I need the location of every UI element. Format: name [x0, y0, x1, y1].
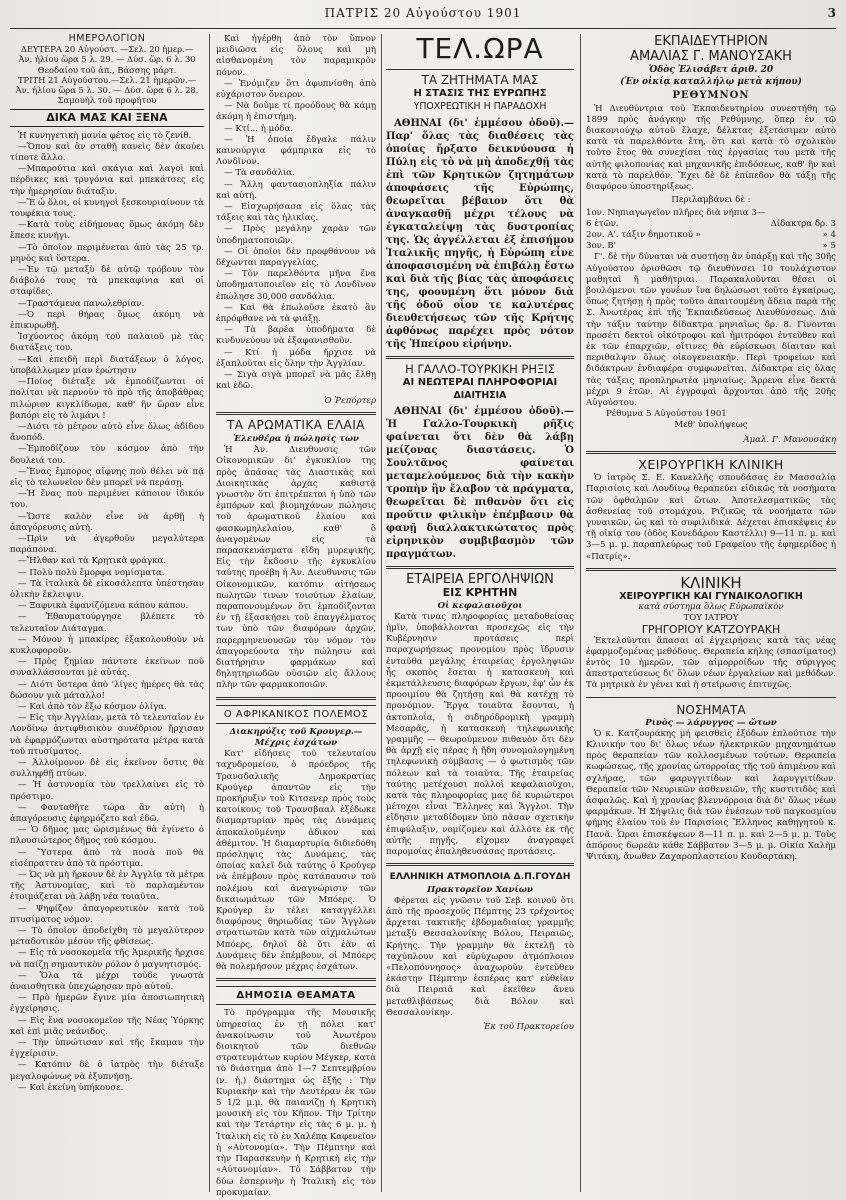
ad-body: Ὁ κ. Κατζουράκης μή φεισθεὶς ἐξόδων ἐπλούτισε τὴν Κλινικήν του δι' ὅλως νέων ἠλεκτρικῶν μηχανημάτων πρὸς θεραπείαν τῶν κολλοσμένων τούτων. Θεραπεία κωφώσεως, τῆς χρονίας ὠτορροίας τῆς τοῦ ἀπιμένου καὶ σχλήρας, τῶν φαρυγγιτίδων καὶ λαρυγγιτίδων. Θεραπεία τῶν Νευρικῶν ἀσθενειῶν, τῆς κυστιτιδὸς καὶ ἀσφαλῶς. Καὶ ἡ χρονίας βλεννόρροια διὰ δι' ὅλως νέων φαρμάκων. Ἡ Σήψιλις διὰ τῶν ἐνέσεων τοῦ παγκοσμίου φήμης ἐλαίου τοῦ ἐν Παρισίοις Ἕλληνος καθηγητοῦ κ. Πανᾶ. Ὧραι ἐπισκέψεων 8—11 π. μ. καὶ 2—5 μ. μ. Τοὺς ἀπόρους δωρεὰν κάθε Σάββατον 3—5 μ. μ. Οἰκία Χαλὴμ Ψιτάκη, ἄνωθεν Ζαχαροπλαστείου Κουδαρτάκη.	[586, 728, 836, 862]
fee-label: 2ον. Α'. τάξιν δημοτικοῦ »	[586, 230, 701, 241]
ad-subtitle: ΤΟΥ ΙΑΤΡΟΥ	[683, 613, 739, 624]
ad-title: ΝΟΣΗΜΑΤΑ	[676, 702, 746, 717]
news-brief: —Ἤλθαν καὶ τὰ Κρητικὰ φράγκα.	[18, 556, 167, 567]
news-brief: — Καὶ θὰ ἐπωλοῦσε ἑκατὸ ἂν ἐπρόφθανε νὰ τὰ φιάξῃ.	[216, 302, 376, 325]
ad-city: ΡΕΘΥΜΝΟΝ	[672, 90, 750, 102]
column-divider	[381, 34, 382, 1192]
calendar-line: Ἀν. ἡλίου ὥρα 5 λ. 29. — Δύσ. ὥρ. 6 λ. 30	[18, 54, 196, 65]
masthead-title: ΠΑΤΡΙΣ 20 Αὐγούστου 1901	[324, 6, 522, 20]
section-heading: ΔΙΚΑ ΜΑΣ ΚΑΙ ΞΕΝΑ	[10, 109, 204, 126]
article-heading: Η ΣΤΑΣΙΣ ΤΗΣ ΕΥΡΩΠΗΣ	[413, 88, 547, 100]
news-brief: — Ἐθαυματούργησε βλέπετε τὸ τελευταῖον Διάταγμα.	[10, 612, 204, 634]
news-brief: — Ἐνόμιζεν ὅτι ἀφυπνίσθη ἀπὸ εὐχάριστον ὄνειρον.	[216, 78, 376, 101]
news-brief: — Ψηφίζον ἀπαγορευτικὸν κατὰ τοῦ πτυσίματος νόμον.	[10, 903, 204, 925]
column-4	[586, 34, 836, 1192]
ad-subtitle: ΧΕΙΡΟΥΡΓΙΚΗ ΚΑΙ ΓΥΝΑΙΚΟΛΟΓΙΚΗ	[619, 590, 803, 602]
article-heading: Η ΓΑΛΛΟ-ΤΟΥΡΚΙΚΗ ΡΗΞΙΣ	[405, 361, 555, 376]
article-heading: ΕΤΑΙΡΕΙΑ ΕΡΓΟΛΗΨΙΩΝ	[406, 572, 554, 588]
calendar-box	[10, 34, 204, 105]
news-brief: — Ἀλλοίμονον δὲ εἰς ἐκεῖνον ὅστις θὰ συλληφθῇ πτύων.	[10, 758, 204, 780]
news-brief: — Πρὸς ζημίαν πάντοτε ἐκείνων ποῦ συναλλάσσονται μὲ αὐτάς.	[10, 657, 204, 679]
ad-title: ΑΜΑΛΙΑΣ Γ. ΜΑΝΟΥΣΑΚΗ	[630, 49, 792, 64]
divider	[386, 69, 574, 70]
divider	[216, 697, 376, 700]
news-brief: —Τὸ ὁποῖον περιμένεται ἀπὸ τὰς 25 τρ. μηνὸς καὶ ὕστερα.	[10, 242, 204, 264]
divider	[586, 697, 836, 698]
news-brief: —Ὥστε καλὸν εἶνε νὰ ἀρθῇ ἡ ἀπαγόρευσις αὐτή.	[10, 511, 204, 533]
divider	[216, 978, 376, 981]
article-body: Κατὰ τινας πληροφορίας μεταδοθείσας ἡμῖν, ὑποβάλλονται προσεχῶς εἰς τὴν Κυβέρνησιν προτάσεις περὶ παραχωρήσεως προνομίου πρὸς ἵδρυσιν ἐνταῦθα μεγάλης ἑταιρείας ἐργοληψιῶν ἧς σκοπὸς ἔσεται ἡ κατασκευὴ καὶ ἐκμετάλλευσις διαφόρων ἔργων, ἐφ' ὧν ἐκ προοιμίου θὰ ζητήσῃ καὶ θὰ κατέχῃ τὸ προνόμιον. Ἔργα τοιαῦτα ἔσονται, ἡ ἀκτοπλοΐα, ἡ σιδηρόδρομικὴ γραμμὴ Μεσαρᾶς, ἡ κατασκευὴ τηλεφωνικῆς γραμμῆς — θεωρούμενον πιθανὸν ὅτι δὲν θὰ ἀρχῇ εἰς πέρας ἡ ἤδη συνομολογημένη τηλεφωνικὴ σύμβασις — ὁ φωτισμὸς τῶν πόλεων καὶ τὰ τοιαῦτα. Τῆς ἑταιρείας ταύτης μετέχουσι πολλοὶ κεφαλαιοῦχοι, κατὰ τὰς πληροφορίας μας δὲ κυριώτεροι μέτοχοι εἶναι Ἕλληνες καὶ Ἄγγλοι. Τὴν εἴδησιν μεταδίδομεν ὑπὸ πᾶσαν σχετικὴν ἐπιφύλαξιν, νομίζομεν καὶ ἀλλότε ἐκ τῆς αὐτῆς πηγῆς, εἴχομεν ἀναγραφεῖ παρομοίας ἐπαληθευσάσας προτάσεις.	[386, 611, 574, 858]
news-brief: — Ὕστερα ἀπὸ τὰ ποσὰ ποῦ θὰ εἰσέπραττεν ἀπὸ τὰ πρόστιμα.	[10, 847, 204, 869]
column-divider	[209, 34, 210, 1192]
ad-body: Ὁ ἰατρὸς Σ. Ε. Κανελλῆς σπουδάσας ἐν Μασσαλίᾳ Παρισίοις καὶ Λονδίνῳ θεραπεύει εἰδικῶς τὰ νοσήματα τῶν ὀφθαλμῶν καὶ ὤτων. Ἀποτελεσματικῶς τὰς ἀσθενείας τοῦ στομάχου. Ριζικῶς τὰ νοσήματα τῶν γυναικῶν, ὡς καὶ τὸ συφιλιδικά. Δέχεται ἐπισκέψεις ἐν τῇ οἰκίᾳ του (ὁδὸς Κονεδάρου Καστέλλι) 9—11 π. μ. καὶ 3—5 μ. μ. παραπλεύρως τοῦ Γραφείου τῆς ἐφημερίδος ἡ «Πατρίς».	[586, 473, 836, 562]
article-subheading: Πρακτορεῖον Χανίων	[427, 884, 533, 895]
fee-row	[586, 241, 836, 252]
ad-subtitle: κατὰ σύστημα ὅλως Εὐρωπαϊκὸν	[638, 601, 784, 612]
ad-title: ΧΕΙΡΟΥΡΓΙΚΗ ΚΛΙΝΙΚΗ	[638, 456, 784, 472]
news-brief: —Καὶ ἐπειδὴ περὶ διατάξεων ὁ λόγος, ὑποβάλλωμεν μίαν ἐρώτησιν	[10, 354, 204, 376]
article-heading: Ο ΑΦΡΙΚΑΝΙΚΟΣ ΠΟΛΕΜΟΣ	[216, 705, 376, 724]
news-brief: — Πρὸ ἡμερῶν ἔγινε μία ἀποσιωπητικὴ ἐγχείρησις.	[10, 993, 204, 1015]
calendar-line: ΔΕΥΤΕΡΑ 20 Αὐγούστ. —Σελ. 20 ἡμερ.—	[20, 44, 194, 55]
news-brief: — Καὶ ἀπὸ τὸν ἔξω κόσμον ὀλίγα.	[18, 701, 167, 712]
news-brief: —Ἔ ὡ ὅλοι, οἱ κυνηγοὶ ξεσκουριαίνουν τὰ τουφέκια τους.	[10, 197, 204, 220]
article-subheading: ΔΙΑΙΤΗΣΙΑ	[453, 390, 507, 402]
ad-body: Γ'. δὲ τὴν δύναται νὰ συστήσῃ ἂν ὑπάρξῃ καὶ τῆς 30ῆς Αὐγούστου ὁρισθῶσι τῷ διευθύνσει 10 τουλάχιστον μαθηταὶ ἢ μαθήτριαι. Παρακαλοῦνται θέσει οἱ βουλόμενοι τῶν γονέων ἵνα δηλώσωσι τοῦτο ἐγκαίρως, ὅπως ζητήσῃ ἡ πρὸς τοῦτο ἀπαιτουμένη ἄδεια παρὰ τῆς Σ. Ἀνωτέρας ἐπὶ τῆς Ἐκπαιδεύσεως Διευθύνσεως. Διὰ τὴν τάξιν ταύτην δίδακτρα μηνιαῖως δρ. 8. Γίνονται προσέτι δεκτοὶ οἰκότροφοι καὶ ἡμιτρόφοι ἐντεῦθεν καὶ ἐκ τῶν ἐπαρχιῶν, οἵτινες θὰ εὑρίσκωσι δίαιταν καὶ περιθαλψιν ὅλως οἰκογενειακήν. Περὶ τροφείων καὶ διδάκτρων ἐνδιαφέρα συμφωνεῖται. Δίδακτρα εἰς ὅλας τὰς τάξεις προπληρωτέα μηνιαίως. Ἄρρενα εἶνε δεκτὰ μέχρι 9 ἐτῶν. Αἱ ἐγγραφαὶ ἄρχονται ἀπὸ τῆς 20ῆς Αὐγούστου.	[586, 252, 836, 409]
news-brief: — Εἰς τὴν Ἀγγλίαν, μετὰ τὸ τελευταῖον ἐν Λονδίνῳ ἀντιφθισικὸν συνέδριον ἤρχισαν νὰ ἐφαρμόζωνται αὐστηρότατα μέτρα κατὰ τοῦ πτυσίματος.	[10, 713, 204, 757]
article-body: Φέρεται εἰς γνῶσιν τοῦ Σεβ. κοινοῦ ὅτι ἀπὸ τῆς προσεχοῦς Πέμπτης 23 τρέχοντος ἄρχεται τακτικῆς ἑβδομαδιαίας γραμμῆς μεταξὺ Θεσσαλονίκης Βόλου, Πειραιῶς, Κρήτης. Τὴν γραμμὴν θὰ ἐκτελῇ τὸ ταχύπλουν καὶ εὐρύχωρον ἀτμόπλοιον «Πελοπόννησος» ἀναχωροῦν ἐντεῦθεν ἑκάστην Πέμπτην ἑσπέρας κατ' εὐθεῖαν διὰ Πειραιᾶ καὶ ἐκεῖθεν ἄνευ μεταθλιβάσεως διὰ Βόλον καὶ Θεσσαλονίκην.	[386, 895, 574, 1018]
divider	[586, 568, 836, 571]
news-brief: —Πρὶν νὰ ἀγερθοῦν μεγαλύτερα παράπονα.	[10, 533, 204, 556]
article-heading: ΕΛΛΗΝΙΚΗ ΑΤΜΟΠΛΟΙΑ Δ.Π.ΓΟΥΔΗ	[389, 871, 571, 883]
news-brief: —Ἡ ἕνας ποὺ περιμένει κάποιον ἰδικόν του.	[10, 489, 204, 511]
article-subheading: Ἐλευθέρα ἡ πώλησίς των	[232, 433, 359, 444]
news-brief: — Τὸ ὁποῖον ἀποδείχθη τὸ μεγαλύτερον μεταδοτικὸν μέσον τῆς φθίσεως.	[10, 926, 204, 948]
article-body: Κατ' εἰδήσεις τοῦ τελευταίου ταχυδρομείου, ὁ πρόεδρος τῆς Τρανσδαλικῆς Δημοκρατίας Κρούγερ ἀπαντῶν εἰς τὴν προκήρυξιν τοῦ Κιτσενερ πρὸς τοὺς κατοίκους τοῦ Τρανσβααλ ἐξέδωκε διαμαρτυρίαν πρὸς τὰς Δυνάμεις ἀποκαλοῦμένην ἀδικον καὶ ἀθέμιτον. Ἡ διαμαρτυρία διδιεδόθη πρόσληψις τὰς Δυνάμεις, τὰς ὁποίας καλεῖ διὰ ταύτης ὁ Κρούγερ νὰ ἐπέμβουν πρὸς κατάπαυσιν τοῦ πολέμου καὶ ἀναγνώρισιν τῶν δικαιωμάτων τῶν Μπόερς. Ὁ Κρούγερ ἐν τέλει καταγγέλλει διαφόρους θηριωδίας τῶν Ἄγγλων στρατιωτῶν κατὰ τῶν αἰχμαλώτων Μπόερς, δηλοῖ δὲ ὅτι ἐὰν αἱ Δυνάμεις δὲν ἐπέμβουν, οἱ Μπόερς θὰ πολεμήσουν μέχρις ἐσχάτων.	[216, 749, 376, 973]
news-brief: Ἡ κυνηγετικὴ μανία φέτος εἰς τὸ ζενίθ.	[18, 130, 192, 141]
doctor-name: ΓΡΗΓΟΡΙΟΥ ΚΑΤΖΟΥΡΑΚΗ	[641, 623, 781, 637]
news-brief: — Ὁ δῆμος μας ὡρισμένως θὰ ἐγίνετο ὁ πλουσιώτερος δῆμος τοῦ κόσμου.	[10, 825, 204, 847]
news-brief: — Εἰς τὰ νοσοκομεῖα τῆς Ἀμερικῆς ἤρχισε νὰ παίζῃ σημαντικὸν ρόλον ὁ μαγνητισμός.	[10, 948, 204, 970]
news-brief: — Νὰ δοῦμε τί προόδους θὰ κάμῃ ἀκόμη ἡ ἐπιστήμη.	[216, 101, 376, 123]
fee-value: Δίδακτρα δρ. 3	[770, 219, 836, 230]
article-body: Τὸ πρόγραμμα τῆς Μουσικῆς ὑπηρεσίας ἐν τῇ πόλει κατ' ἀνακοίνωσιν τοῦ Ἀνωτέρου διοικητοῦ τῶν διεθνῶν στρατευμάτων κυρίου Μέγκερ, κατὰ τὸ διάστημα ἀπὸ 1—7 Σεπτεμβρίου (ν. ἡ.) διάστημα ὡς ἐξῆς : Τὴν Κυριακὴν καὶ τὴν Δευτέραν ἐκ τῶν 5 1/2 μ.μ. θὰ παιανίζῃ ἡ Κρητικὴ μουσικὴ εἰς τὸν Κῆπον. Τὴν Τρίτην καὶ τὴν Τετάρτην εἰς τὰς 6 μ. μ. ἡ Ἰταλικὴ εἰς τὸ ἐν Χαλέπᾳ Καφενεῖον ἡ «Αὐτονομία». Τὴν Πέμπτην καὶ τὴν Παρασκευὴν ἡ Κρητικὴ εἰς τὴν «Αὐτονομίαν». Τὸ Σάββατον τὴν δύω ἑσπερινὴν ἡ Ἰταλικὴ εἰς τὸν προκυμαίαν.	[216, 1008, 376, 1198]
news-brief: —Ποίος διέταξε νὰ ἐμποδίζωνται οἱ πολίται νὰ περνοῦν τὸ πρὸ τῆς ἀποβάθρας πιλώριον κιγκλίδωμα, καθ' ἣν ὥραν εἶνε βαπόρι εἰς τὸ λιμάνι !	[10, 377, 204, 421]
ad-list-title: Περιλαμβάνει δὲ :	[671, 195, 751, 206]
news-brief: —Διότι τὸ μέτρον αὐτὸ εἶνε ὅλως ἀδίδου ἄνοπόδ.	[10, 421, 204, 444]
news-brief: Ἰσχύοντος ἀκόμη τοῦ παλαιοῦ μὲ τὰς διατάξεις του.	[10, 332, 204, 354]
section-subtitle: ΤΑ ΖΗΤΗΜΑΤΑ ΜΑΣ	[421, 73, 539, 87]
article-heading: ΤΑ ΑΡΩΜΑΤΙΚΑ ΕΛΑΙΑ	[226, 417, 366, 432]
calendar-line: Ἀν. ἡλίου ὥρα 5 λ. 30. — Δύσ. ὥρα 6 λ. 28.	[15, 85, 199, 96]
news-brief: — Εἰς ἕνα νοσοκομεῖον τῆς Νέας Ὑόρκης καὶ ἐπὶ μιᾶς νεάνιδος.	[10, 1015, 204, 1037]
news-brief: — Μόνον ἡ μπακίρες ἐξακολουθοῦν νὰ κυκλοφοροῦν.	[10, 634, 204, 656]
news-brief: —Τραστάμενα πανωλεθρίαν.	[18, 298, 145, 309]
divider	[216, 412, 376, 415]
news-brief: — Σιγὰ σιγὰ μπορεῖ νὰ μᾶς ἔλθῃ καὶ ἐδῶ.	[216, 370, 376, 392]
news-brief: —Κατὰ τοὺς εἰδήμονας ὅμως ἀκόμη δὲν ἔπεσε κυνήγι.	[10, 220, 204, 242]
column-3	[386, 34, 574, 1192]
news-brief: — Οἱ ὁποῖοι δὲν προφθάνουν νὰ δέχωνται παραγγελίας.	[216, 246, 376, 269]
news-brief: — Πολὺ πολὺ ἔμορφα νομίσματα.	[18, 567, 165, 578]
news-brief: — Καὶ ἐκείνη ὑπήκουσε.	[18, 1082, 124, 1093]
latest-news-title: ΤΕΛ.ΩΡΑ	[416, 32, 544, 65]
column-2	[216, 34, 376, 1198]
news-brief: — Ὡς νὰ μὴ ἤρκουν δὲ ἐν Ἀγγλίᾳ τὰ μέτρα τῆς Ἀστυνομίας, καὶ τὸ παρλαμέντον ἑτοιμάζεται νὰ λάβῃ νέα τοιαῦτα.	[10, 870, 204, 903]
fee-row	[586, 230, 836, 241]
byline: Ἐκ τοῦ Πρακτορείου	[483, 1021, 574, 1032]
article-subheading: ΕΙΣ ΚΡΗΤΗΝ	[442, 586, 518, 600]
fee-value: » 4	[822, 230, 836, 241]
news-brief: — Ἡ ὁποία ἔδγαλε πάλιν καινούργια φάμπρικα εἰς τὸ Λονδῖνον.	[216, 134, 376, 168]
news-briefs-continued	[216, 34, 376, 393]
news-brief: —Ἕνας ἔμπορος αἴφνης ποὺ θέλει νὰ πᾷ εἰς τὸ τελωνεῖον δὲν μπορεῖ νὰ περάσῃ.	[10, 466, 204, 488]
article-body: Ἡ Ἀν. Διευθυνσις τῶν Οἰκονομικῶν δι' ἐγκυκλίου της πρὸς ἁπάσας τὰς Διαστικὰς καὶ Διοικητικὰς ἀρχὰς καθιστᾷ γνωστὸν ὅτι ἐπιτρέπεται ἡ ὑπὸ τῶν ἐμπόρων καὶ βιομηχάνων πώλησις τοῦ ἀρωματικοῦ ἐλαίου καὶ φασκωμηλελαίου, καθ' ὃ ἀναγομένων εἰς τὰ παρασκευάσματα εἴδη μυρεψικῆς. Εἰς τὴν ἔκδοσιν τῆς ἐγκυκλίου ταύτης προέβη ἡ Ἀν. Διευθυνσις τῶν Οἰκονομικῶν, κατόπιν αἰτήσεως πωλητῶν τινων τοιούτων ἐλαίων, παραπονουμένων ὅτι ἐμποδίζονται ἐν τῇ ἐξασκήσει τοῦ ἐπαγγέλματος των ὑπὸ τῶν διαφόρων ἀρχῶν, παρερμηνευουσῶν τὸν νόμον τὸν ἀπαγορεύοντα τὴν πώλησιν καὶ διατήρησιν φαρμάκων καὶ δηλητηριωδῶν οὐσιῶν εἰς ἄλλους πλὴν τῶν φαρμακοποιῶν.	[216, 445, 376, 691]
news-brief: — Ξαφνικὰ ἐφανίζόμενα κάπου κάπου.	[18, 601, 189, 612]
news-briefs	[10, 131, 204, 1094]
news-brief: — Τὰ βαρέα ὑποδήματα δὲ κινδυνεύουν νὰ ἐξαφανισθοῦν.	[216, 325, 376, 347]
top-rule	[10, 28, 836, 29]
fee-row	[586, 208, 836, 219]
article-subheading: ΑΙ ΝΕΩΤΕΡΑΙ ΠΛΗΡΟΦΟΡΙΑΙ	[402, 376, 558, 388]
ad-body: Ἡ Διευθύντρια τοῦ Ἐκπαιδευτηρίου συνεστήθη τῷ 1899 πρὸς ἀνάγκην τῆς Ρεθύμνης, ὅπερ ἐν τῷ διακονιούχῳ αὐτοῦ ἔλαχε, δέλκτας ἐξετάσιμεν αὐτὸ κατὰ τὰ παρελθόντα ἔτη, ὅτι καὶ κατὰ τὸ σχολικὸν τοῦτο ἔτος θὰ συνεχίσει τὰς ἐργασίας του μετὰ τῆς αὐτῆς φιλοπονίας καὶ μηχανικῆς ἐπιδόσεως, καθ' ἣν καὶ κατὰ τὸ παρελθόν. Ἔχει δὲ δὲ ἐπίπεδον θὰ τάξῃ τῆς διαφόρου ὑποστηρίξεως.	[586, 103, 836, 193]
news-brief: — Τὰ ἰταλικὰ δὲ εἰκοσάλεπτα ὑπέστησαν ὁλικὴν ἔκλειψιν.	[10, 578, 204, 600]
news-brief: — Ἡ ἀστυνομία τὸν τρελλαίνει εἰς τὸ πρόστιμο.	[10, 780, 204, 802]
column-1	[10, 34, 204, 1192]
article-body: ΑΘΗΝΑΙ (δι' ἐμμέσου ὁδοῦ).— Ἡ Γαλλο-Τουρκικὴ ρῆξις φαίνεται ὅτι δὲν θὰ λάβῃ μείζονας διαστάσεις. Ὁ Σουλτᾶνος φαίνεται μεταμελούμενος διὰ τὴν κακὴν τροπὴν ἣν ἔλαβον τὰ πράγματα, θεωρεῖται δὲ πιθανὸν ὅτι εἰς προῦτιν φιλικὴν ἐπέμβασιν θὰ φανῇ διαλλακτικώτατος πρὸς εἰρηνικὸν συμβιβασμὸν τῶν πραγμάτων.	[386, 406, 574, 561]
divider	[386, 356, 574, 359]
news-brief: — Τὸν παρελθόντα μῆνα ἕνα ὑποδηματοποιεῖον εἰς τὸ Λονδῖνον ἐπώλησε 30,000 σανδάλια.	[216, 269, 376, 302]
fee-label: 3ον. Β'	[586, 241, 617, 252]
ad-title: ΚΛΙΝΙΚΗ	[680, 573, 742, 592]
calendar-line: ΤΡΙΤΗ 21 Αὐγούστου.—Σελ. 21 ἡμερῶν.—	[17, 74, 197, 85]
news-brief: — Διότι ὕστερα ἀπὸ 'λίγες ἡμέρες θὰ τὰς δώσουν γιὰ μάταλλο!	[10, 679, 204, 701]
news-brief: — Πρὸς μεγάλην χαρὰν τῶν ὑποδηματοποιῶν.	[216, 224, 376, 246]
news-brief: — Φανταθῆτε τώρα ἂν αὐτὴ ἡ ἀπαγόρευσις ἐφηρμόζετο καὶ ἐδῶ.	[10, 802, 204, 825]
news-brief: — Εἰσχωρήσασα εἰς ὅλας τὰς τάξεις καὶ τὰς ἡλικίας.	[216, 202, 376, 224]
article-heading: ΔΗΜΟΣΙΑ ΘΕΑΜΑΤΑ	[216, 986, 376, 1005]
article-subheading: Διακηρύξις τοῦ Κρουγερ.— Μέχρις ἐσχάτων	[229, 726, 363, 748]
page-number: 3	[827, 6, 836, 20]
fee-value: » 5	[822, 241, 836, 252]
ad-regards: Μεθ' ὑπολήψεως	[674, 420, 748, 431]
news-brief: — Ἄλλη φαντασιοπληξία πάλιν καὶ αὐτή.	[216, 179, 376, 201]
article-body: ΑΘΗΝΑΙ (δι' ἐμμέσου ὁδοῦ).— Παρ' ὅλας τὰς διαθέσεις τὰς ὁποίας ἤρξατο δεικνύουσα ἡ Πύλη εἰς τὸ νὰ μὴ ἀποδεχθῇ τὰς ἐπὶ τῶν Κρητικῶν ζητημάτων ἀποφάσεις τῆς Εὐρώπης, θεωρεῖται βέβαιον ὅτι θὰ ἀναγκασθῇ μέχρι τέλους νὰ ἐγκαταλείψῃ τὰς δυστροπίας της. Ὡς ἀγγέλλεται ἐξ ἐπισήμου Ἰταλικῆς πηγῆς, ἡ Εὐρώπη εἶνε ἀποφασισμένη νὰ ἐπιβάλῃ ἔστω καὶ διὰ τῆς βίας τὰς ἀποφάσεις της, φοουμένη ὅτι μόνον διὰ τῆς ὁδοῦ οἷον τε καλυτέρας διευθετήσεως τῶν τῆς Κρήτης ἀφθόνως παρέχει πρὸς νότον τῆς Ἠπείρου εἰρήνην.	[386, 117, 574, 350]
divider	[586, 451, 836, 454]
news-brief: — Κτί ἡ μόδα ἤρχισε νὰ ἐξαπλοῦται εἰς ὅλην τὴν Ἀγγλίαν.	[216, 347, 376, 369]
masthead	[0, 6, 846, 28]
news-brief: — Τὰ σανδάλια.	[224, 168, 295, 179]
news-brief: — Κατόπιν δὲ ὁ ἰατρὸς τὴν διέταξε μεγαλοφώνως νὰ ἐξυπνήσῃ.	[10, 1060, 204, 1082]
ad-title: ΕΚΠΑΙΔΕΥΤΗΡΙΟΝ	[654, 34, 768, 49]
news-brief: — Ὅλα τὰ μέχρι τοῦδε γνωστὰ ἀναισθητικὰ ὑπεχώρησαν πρὸ αὐτοῦ.	[10, 970, 204, 993]
fee-list	[586, 208, 836, 252]
ad-subtitle: Ρινὸς — λάρυγγος — ὤτων	[645, 717, 777, 728]
article-subheading: ΥΠΟΧΡΕΩΤΙΚΗ Η ΠΑΡΑΔΟΧΗ	[413, 101, 547, 113]
news-brief: —Ἐμποδίζουν τὸν κόσμον ἀπὸ τὴν δουλειά του.	[10, 444, 204, 466]
news-brief: — Κτί... ἡ μόδα.	[224, 123, 294, 134]
calendar-line: Θεοδαίου τοῦ ἀπ., Βάσσης μάρτ.	[37, 64, 177, 75]
ad-body: Ἐκτελοῦνται ἅπασαι αἱ ἐγχειρήσεις κατὰ τὰς νέας ἐφαρμοζομένας μεθόδους. Θεραπεία κήλης (σπασίματος) ἐντὸς 10 ἡμερῶν, τῶν αἱμορροίδων τῆς σύριγγος ἀπεστρατεύσεως δι' ὅλων νέων ἐργαλείων καὶ μεθόδων. Τὰ μητρικὰ ἐν γένει καὶ ἡ στείρωσις ἐπιτυχῶς.	[586, 635, 836, 691]
news-brief: Καὶ ἠγέρθη ἀπὸ τὸν ὕπνον μειδιῶσα εἰς ὅλους καὶ μὴ αἰσθανομένη τὸν παραμικρὸν πόνον.	[216, 34, 376, 78]
news-brief: —Ὅπου καὶ ἂν σταθῇ κανεὶς δὲν ἀκούει τίποτε ἄλλο.	[10, 141, 204, 164]
fee-label: 6 ἐτῶν.	[586, 219, 619, 230]
ad-signature: Ἀμαλ. Γ. Μανουσάκη	[743, 434, 836, 445]
calendar-line: Σαμουὴλ τοῦ προφήτου	[57, 95, 157, 106]
fee-row	[586, 219, 836, 230]
calendar-title: ΗΜΕΡΟΛΟΓΙΟΝ	[68, 33, 146, 44]
divider	[386, 566, 574, 569]
news-brief: —Ἐν τῷ μεταξὺ δὲ αὐτῷ τρόβουν τὸν διάβολό τους τὰ μπεκαφίνια καὶ οἱ σταφίδες.	[10, 265, 204, 298]
news-brief: — Τὴν ὑπνώτισαν καὶ τῆς ἔκαμαν τὴν ἐγχείρισιν.	[10, 1038, 204, 1060]
article-subheading: Οἱ κεφαλαιοῦχοι	[437, 600, 523, 611]
column-divider	[580, 34, 581, 1192]
byline: Ὁ Ῥεπόρτερ	[324, 395, 376, 406]
news-brief: —Ὁ περὶ θήρας ὅμως ἀκόμη νὰ ἐπικυρωθῇ.	[10, 309, 204, 332]
divider	[386, 863, 574, 866]
ad-date: Ρέθυμνα 5 Αὐγούστου 1901	[606, 409, 727, 420]
ad-note: (Ἐν οἰκίᾳ καταλλήλῳ μετὰ κήπου)	[620, 77, 802, 88]
ad-address: Ὁδὸς Ἐλισάβετ ἀριθ. 20	[648, 65, 774, 75]
news-brief: —Μπαρούτια καὶ σκάγια καὶ λαγοὶ καὶ πέρδικες καὶ τρυγόνια καὶ μπεκάτσες εἰς τὴν ἡμερησίαν διάταξιν.	[10, 164, 204, 197]
fee-label: 1ον. Νηπιαγωγεῖον πλῆρες διὰ νήπια 3—	[586, 208, 766, 219]
